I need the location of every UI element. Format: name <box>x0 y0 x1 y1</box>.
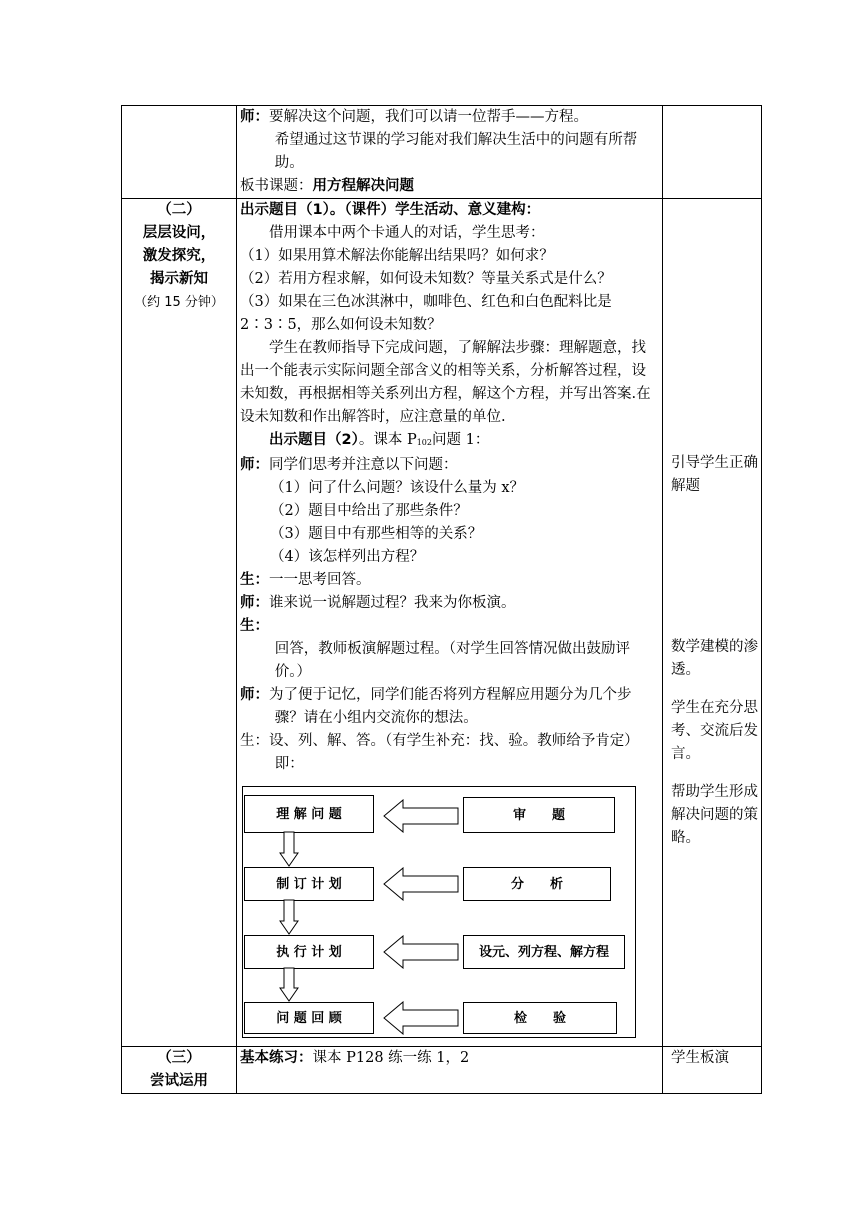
exercise-label: 基本练习： <box>240 1050 313 1066</box>
teacher-line: 同学们思考并注意以下问题： <box>269 457 458 473</box>
teaching-note: 引导学生正确解题 <box>671 455 758 494</box>
note-cell <box>663 1047 762 1094</box>
speaker-label: 生： <box>240 572 269 588</box>
content-cell <box>237 1047 663 1094</box>
sub-question: （2）题目中给出了那些条件？ <box>270 503 468 519</box>
stage-time: （约 15 分钟） <box>134 295 224 310</box>
flow-step-right: 分 析 <box>463 867 611 901</box>
question-item: （3）如果在三色冰淇淋中，咖啡色、红色和白色配料比是 2∶3∶5，那么如何设未知数？ <box>240 294 612 333</box>
flow-step-left: 制 订 计 划 <box>244 867 374 901</box>
intro-text: 借用课本中两个卡通人的对话，学生思考： <box>269 225 545 241</box>
student-line: 一一思考回答。 <box>269 572 371 588</box>
speaker-label: 师： <box>240 457 269 473</box>
flowchart <box>242 786 636 1038</box>
note-cell <box>663 106 762 199</box>
arrow-left-icon <box>383 1001 459 1035</box>
teaching-note: 数学建模的渗透。 <box>671 639 758 678</box>
student-line: 设、列、解、答。（有学生补充：找、验。教师给予肯定）即： <box>269 733 639 772</box>
lesson-title: 用方程解决问题 <box>312 178 414 194</box>
teaching-note: 学生板演 <box>671 1050 729 1066</box>
arrow-left-icon <box>383 867 459 901</box>
flow-step-left: 执 行 计 划 <box>244 935 374 969</box>
stage-name: 层层设问， <box>142 225 216 241</box>
teacher-line: 谁来说一说解题过程？我来为你板演。 <box>269 595 516 611</box>
problem-title: 出示题目（2） <box>269 432 359 448</box>
stage-cell <box>122 1047 237 1094</box>
question-item: （1）如果用算术解法你能解出结果吗？如何求？ <box>240 248 554 264</box>
question-item: （2）若用方程求解，如何设未知数？等量关系式是什么？ <box>240 271 612 287</box>
exercise-text: 课本 P128 练一练 1，2 <box>312 1050 470 1066</box>
flow-step-left: 问 题 回 顾 <box>244 1002 374 1034</box>
stage-name: 尝试运用 <box>150 1073 208 1089</box>
content-cell <box>237 106 663 199</box>
student-line: 回答，教师板演解题过程。（对学生回答情况做出鼓励评价。） <box>274 641 631 680</box>
speaker-label: 师： <box>240 595 269 611</box>
stage-cell <box>122 199 237 1047</box>
flow-step-right: 检 验 <box>463 1002 617 1034</box>
summary-paragraph: 学生在教师指导下完成问题，了解解法步骤：理解题意，找出一个能表示实际问题全部含义的相等关系，分析解答过程，设未知数，再根据相等关系列出方程，解这个方程，并写出答案.在设未知数和作出解答时，应注意量的单位. <box>240 340 651 425</box>
stage-cell <box>122 106 237 199</box>
table-row <box>122 199 762 1047</box>
table-row <box>122 1047 762 1094</box>
sub-question: （4）该怎样列出方程？ <box>270 549 425 565</box>
content-cell <box>237 199 663 1047</box>
board-label: 板书课题： <box>240 178 313 194</box>
problem-ref: 。课本 P <box>358 432 417 448</box>
teacher-line: 要解决这个问题，我们可以请一位帮手——方程。 <box>269 109 588 125</box>
problem-title: 出示题目（1）。（课件）学生活动、意义建构： <box>240 202 541 218</box>
lesson-plan-table <box>121 105 762 1094</box>
arrow-left-icon <box>383 935 459 969</box>
stage-name: 激发探究， <box>142 248 216 264</box>
teaching-note: 学生在充分思考、交流后发言。 <box>671 700 758 762</box>
teaching-note: 帮助学生形成解决问题的策略。 <box>671 784 758 846</box>
stage-number: （二） <box>157 202 201 218</box>
note-cell <box>663 199 762 1047</box>
arrow-left-icon <box>383 799 459 833</box>
arrow-down-icon <box>279 967 299 1002</box>
page-subscript: 102 <box>416 438 432 447</box>
arrow-down-icon <box>279 831 299 867</box>
speaker-label: 师： <box>240 687 269 703</box>
speaker-label: 生： <box>240 618 269 634</box>
stage-name: 揭示新知 <box>150 271 208 287</box>
speaker-label: 生： <box>240 733 269 749</box>
teacher-line-cont: 希望通过这节课的学习能对我们解决生活中的问题有所帮助。 <box>274 132 638 171</box>
problem-ref: 问题 1： <box>432 432 490 448</box>
sub-question: （3）题目中有那些相等的关系？ <box>270 526 483 542</box>
arrow-down-icon <box>279 899 299 935</box>
flow-step-right: 审 题 <box>463 797 615 833</box>
sub-question: （1）问了什么问题？该设什么量为 x？ <box>270 480 525 496</box>
teacher-line: 为了便于记忆，同学们能否将列方程解应用题分为几个步骤？请在小组内交流你的想法。 <box>269 687 632 726</box>
table-row <box>122 106 762 199</box>
flow-step-right: 设元、列方程、解方程 <box>463 935 625 969</box>
stage-number: （三） <box>157 1050 201 1066</box>
flow-step-left: 理 解 问 题 <box>244 795 374 833</box>
speaker-label: 师： <box>240 109 269 125</box>
